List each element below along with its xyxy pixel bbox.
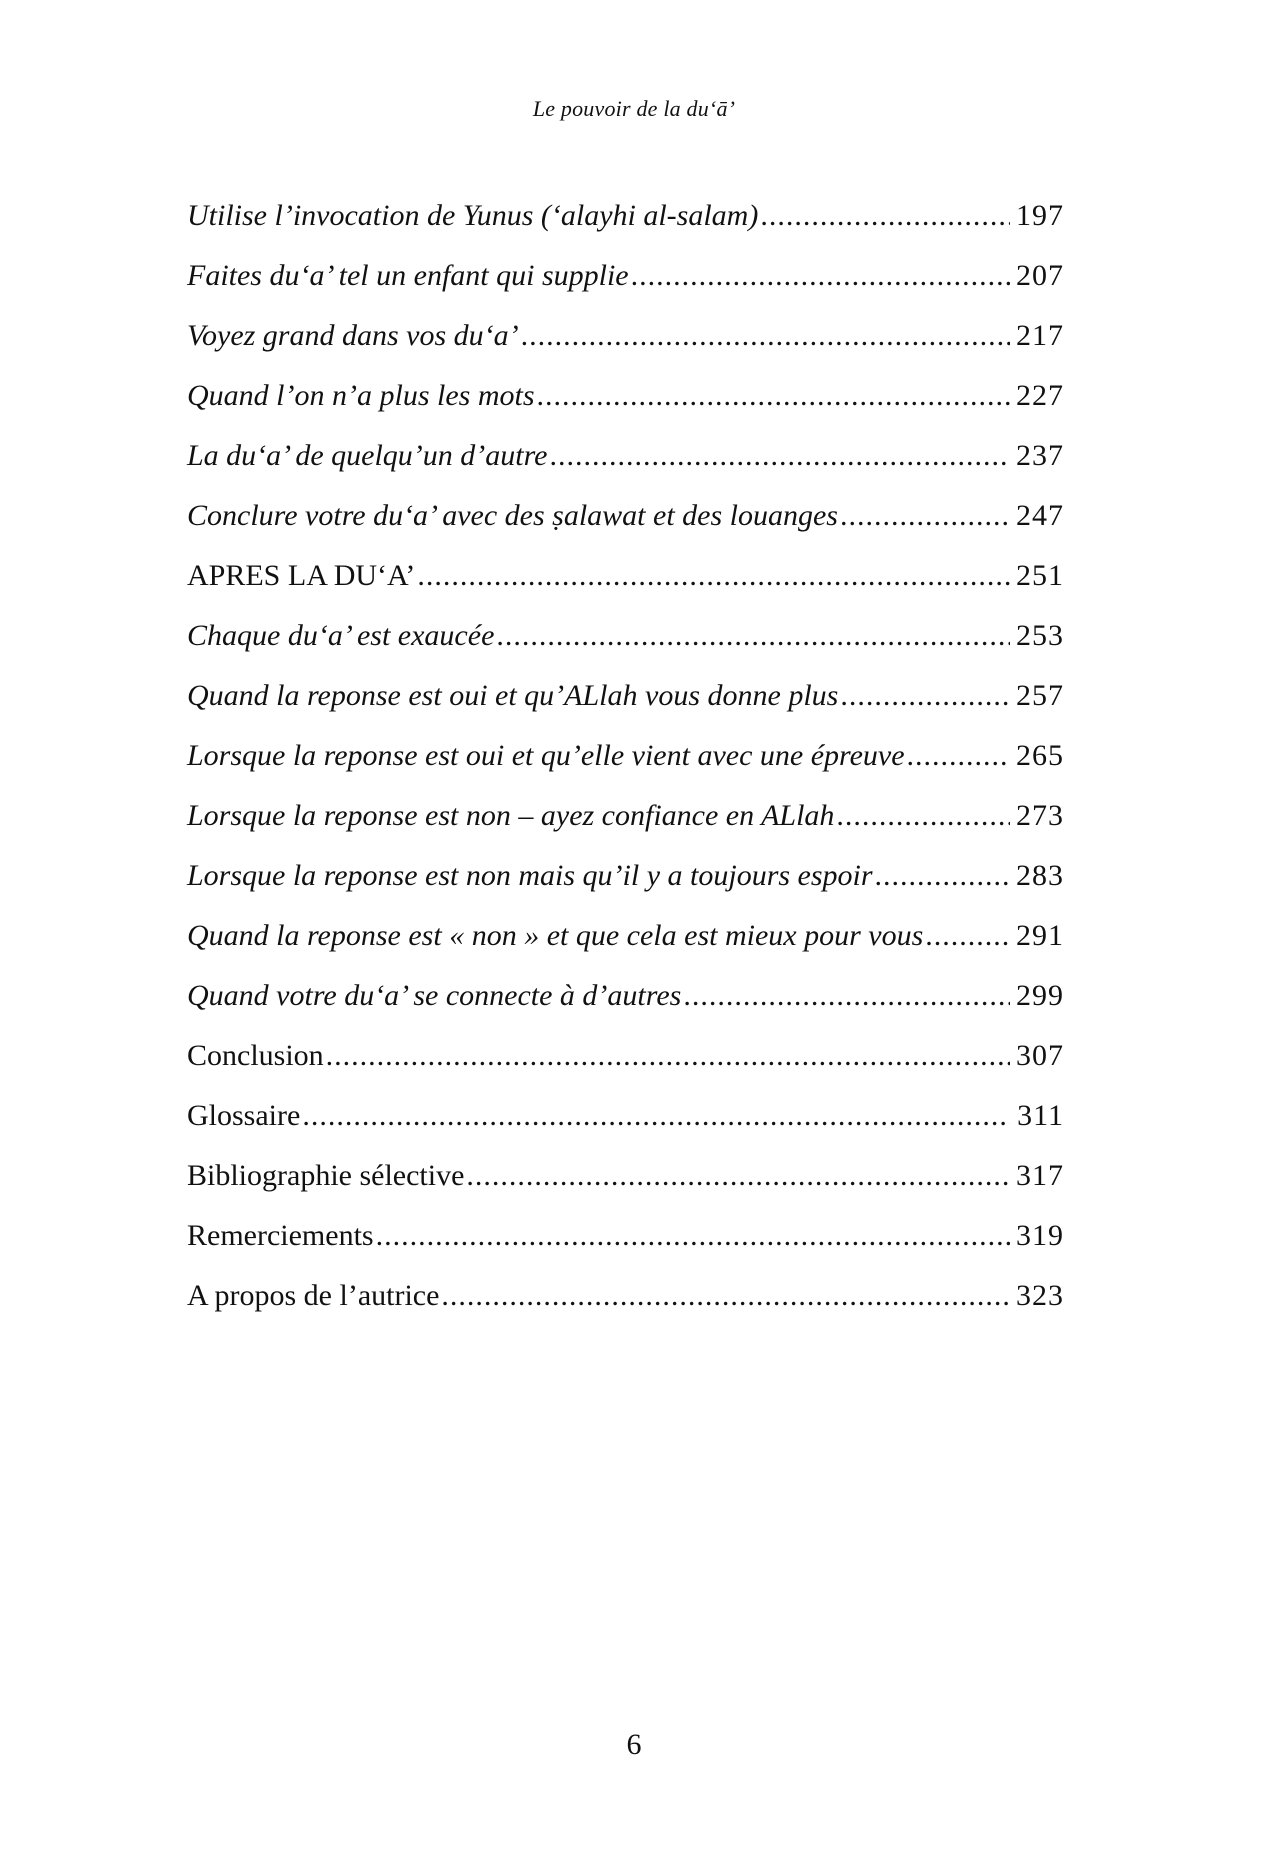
running-header: Le pouvoir de la du‘ā’ (532, 96, 736, 121)
dot-leader (631, 246, 1010, 306)
toc-entry[interactable] (187, 366, 1064, 426)
toc-entry[interactable] (187, 786, 1064, 846)
toc-entry-title: Faites du‘a’ tel un enfant qui supplie (187, 259, 629, 292)
toc-entry[interactable] (187, 606, 1064, 666)
toc-entry[interactable] (187, 846, 1064, 906)
toc-entry-title: Lorsque la reponse est oui et qu’elle vient avec une épreuve (187, 739, 905, 772)
toc-entry-title: Quand l’on n’a plus les mots (187, 379, 535, 412)
dot-leader (496, 606, 1010, 666)
dot-leader (326, 1026, 1010, 1086)
dot-leader (840, 666, 1010, 726)
toc-entry[interactable] (187, 426, 1064, 486)
toc-entry-page: 251 (1016, 559, 1064, 592)
toc-entry-page: 283 (1016, 859, 1064, 892)
toc-entry[interactable] (187, 1266, 1064, 1326)
toc-entry-title: Utilise l’invocation de Yunus (‘alayhi al-salam) (187, 199, 759, 232)
toc-entry-page: 197 (1016, 199, 1064, 232)
toc-entry[interactable] (187, 1026, 1064, 1086)
dot-leader (907, 726, 1010, 786)
toc-entry-title: Conclure votre du‘a’ avec des ṣalawat et des louanges (187, 499, 838, 532)
toc-entry-title: Lorsque la reponse est non mais qu’il y a toujours espoir (187, 859, 873, 892)
toc-entry-page: 237 (1016, 439, 1064, 472)
toc-entry[interactable] (187, 1206, 1064, 1266)
toc-entry-title: Glossaire (187, 1099, 301, 1132)
dot-leader (302, 1086, 1010, 1146)
toc-entry-title: Remerciements (187, 1219, 374, 1252)
toc-entry-page: 257 (1016, 679, 1064, 712)
toc-entry-title: Lorsque la reponse est non – ayez confiance en ALlah (187, 799, 835, 832)
toc-entry[interactable] (187, 1146, 1064, 1206)
dot-leader (417, 546, 1010, 606)
toc-entry[interactable] (187, 906, 1064, 966)
toc-entry-page: 311 (1017, 1099, 1064, 1132)
toc-entry-title: Bibliographie sélective (187, 1159, 465, 1192)
toc-entry-title: Voyez grand dans vos du‘a’ (187, 319, 519, 352)
toc-entry-page: 247 (1016, 499, 1064, 532)
toc-entry-page: 207 (1016, 259, 1064, 292)
toc-entry-title: A propos de l’autrice (187, 1279, 440, 1312)
toc-entry-page: 227 (1016, 379, 1064, 412)
dot-leader (683, 966, 1010, 1026)
dot-leader (376, 1206, 1010, 1266)
dot-leader (441, 1266, 1010, 1326)
toc-entry[interactable] (187, 666, 1064, 726)
toc-entry-title: Chaque du‘a’ est exaucée (187, 619, 495, 652)
toc-entry[interactable] (187, 1086, 1064, 1146)
toc-entry[interactable] (187, 246, 1064, 306)
dot-leader (466, 1146, 1010, 1206)
toc-entry-page: 319 (1016, 1219, 1064, 1252)
toc-entry[interactable] (187, 966, 1064, 1026)
toc-entry-page: 291 (1016, 919, 1064, 952)
toc-entry[interactable] (187, 486, 1064, 546)
page-number: 6 (626, 1728, 642, 1761)
toc-entry-title: La du‘a’ de quelqu’un d’autre (187, 439, 548, 472)
toc-entry-title: Quand la reponse est oui et qu’ALlah vous donne plus (187, 679, 839, 712)
dot-leader (521, 306, 1010, 366)
toc-entry-page: 273 (1016, 799, 1064, 832)
dot-leader (836, 786, 1010, 846)
toc-entry-title: Quand la reponse est « non » et que cela est mieux pour vous (187, 919, 924, 952)
dot-leader (925, 906, 1010, 966)
toc-entry-title: Conclusion (187, 1039, 324, 1072)
toc-entry-page: 317 (1016, 1159, 1064, 1192)
toc-entry-page: 265 (1016, 739, 1064, 772)
dot-leader (840, 486, 1010, 546)
dot-leader (875, 846, 1010, 906)
toc-entry-page: 307 (1016, 1039, 1064, 1072)
toc-entry[interactable] (187, 546, 1064, 606)
toc-entry-title: APRES LA DU‘A’ (187, 559, 416, 592)
toc-entry[interactable] (187, 186, 1064, 246)
toc-entry-title: Quand votre du‘a’ se connecte à d’autres (187, 979, 682, 1012)
dot-leader (550, 426, 1011, 486)
dot-leader (537, 366, 1011, 426)
dot-leader (760, 186, 1010, 246)
toc-entry-page: 253 (1016, 619, 1064, 652)
table-of-contents (187, 186, 1064, 1326)
toc-entry-page: 299 (1016, 979, 1064, 1012)
toc-entry[interactable] (187, 306, 1064, 366)
toc-entry[interactable] (187, 726, 1064, 786)
toc-entry-page: 217 (1016, 319, 1064, 352)
toc-entry-page: 323 (1016, 1279, 1064, 1312)
